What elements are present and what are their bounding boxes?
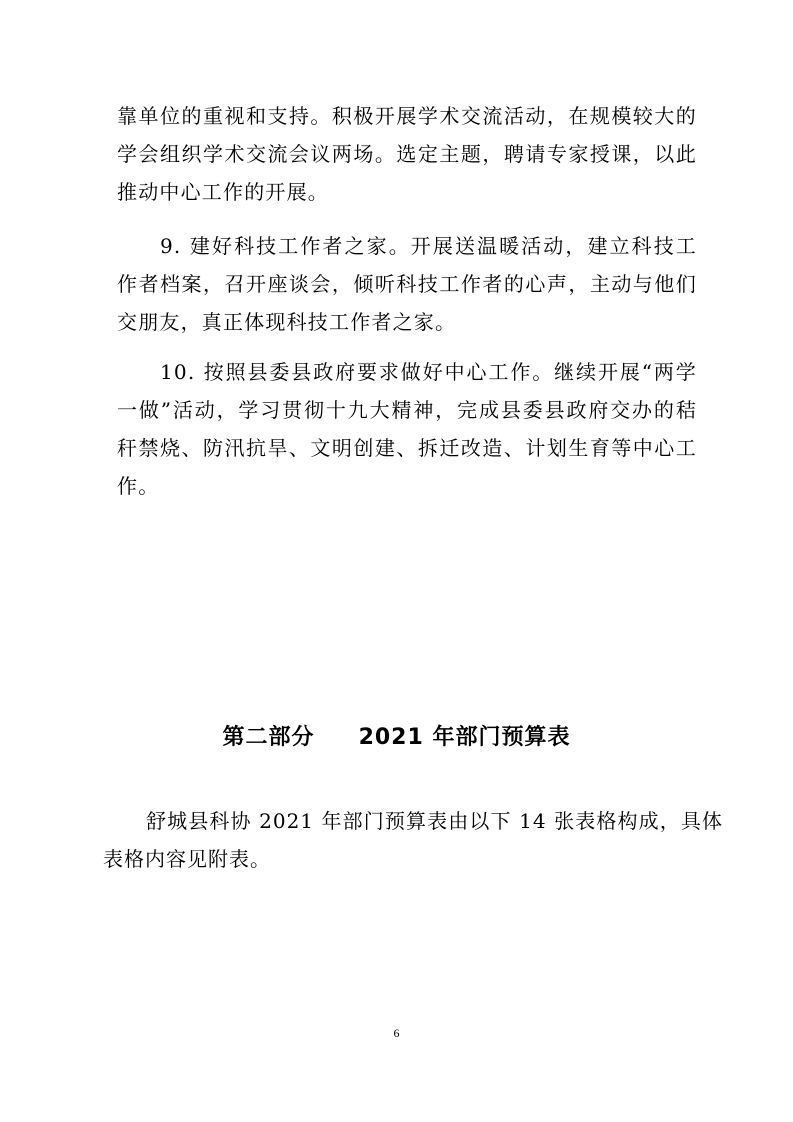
section-heading [0,720,793,751]
paragraph-item-10: 10. 按照县委县政府要求做好中心工作。继续开展“两学一做”活动，学习贯彻十九大精神，完成县委县政府交办的秸秆禁烧、防汛抗旱、文明创建、拆迁改造、计划生育等中心工作。 [117,360,697,498]
paragraph-academic-exchange-continued: 靠单位的重视和支持。积极开展学术交流活动，在规模较大的学会组织学术交流会议两场。选定主题，聘请专家授课，以此推动中心工作的开展。 [117,104,697,204]
section-title-text: 2021 年部门预算表 [358,725,571,750]
section-part-label: 第二部分 [222,725,315,750]
page-number: 6 [393,1026,400,1040]
paragraph-item-9: 9. 建好科技工作者之家。开展送温暖活动，建立科技工作者档案，召开座谈会，倾听科技工作者的心声，主动与他们交朋友，真正体现科技工作者之家。 [117,234,697,334]
paragraph-budget-intro: 舒城县科协 2021 年部门预算表由以下 14 张表格构成，具体表格内容见附表。 [103,809,723,871]
